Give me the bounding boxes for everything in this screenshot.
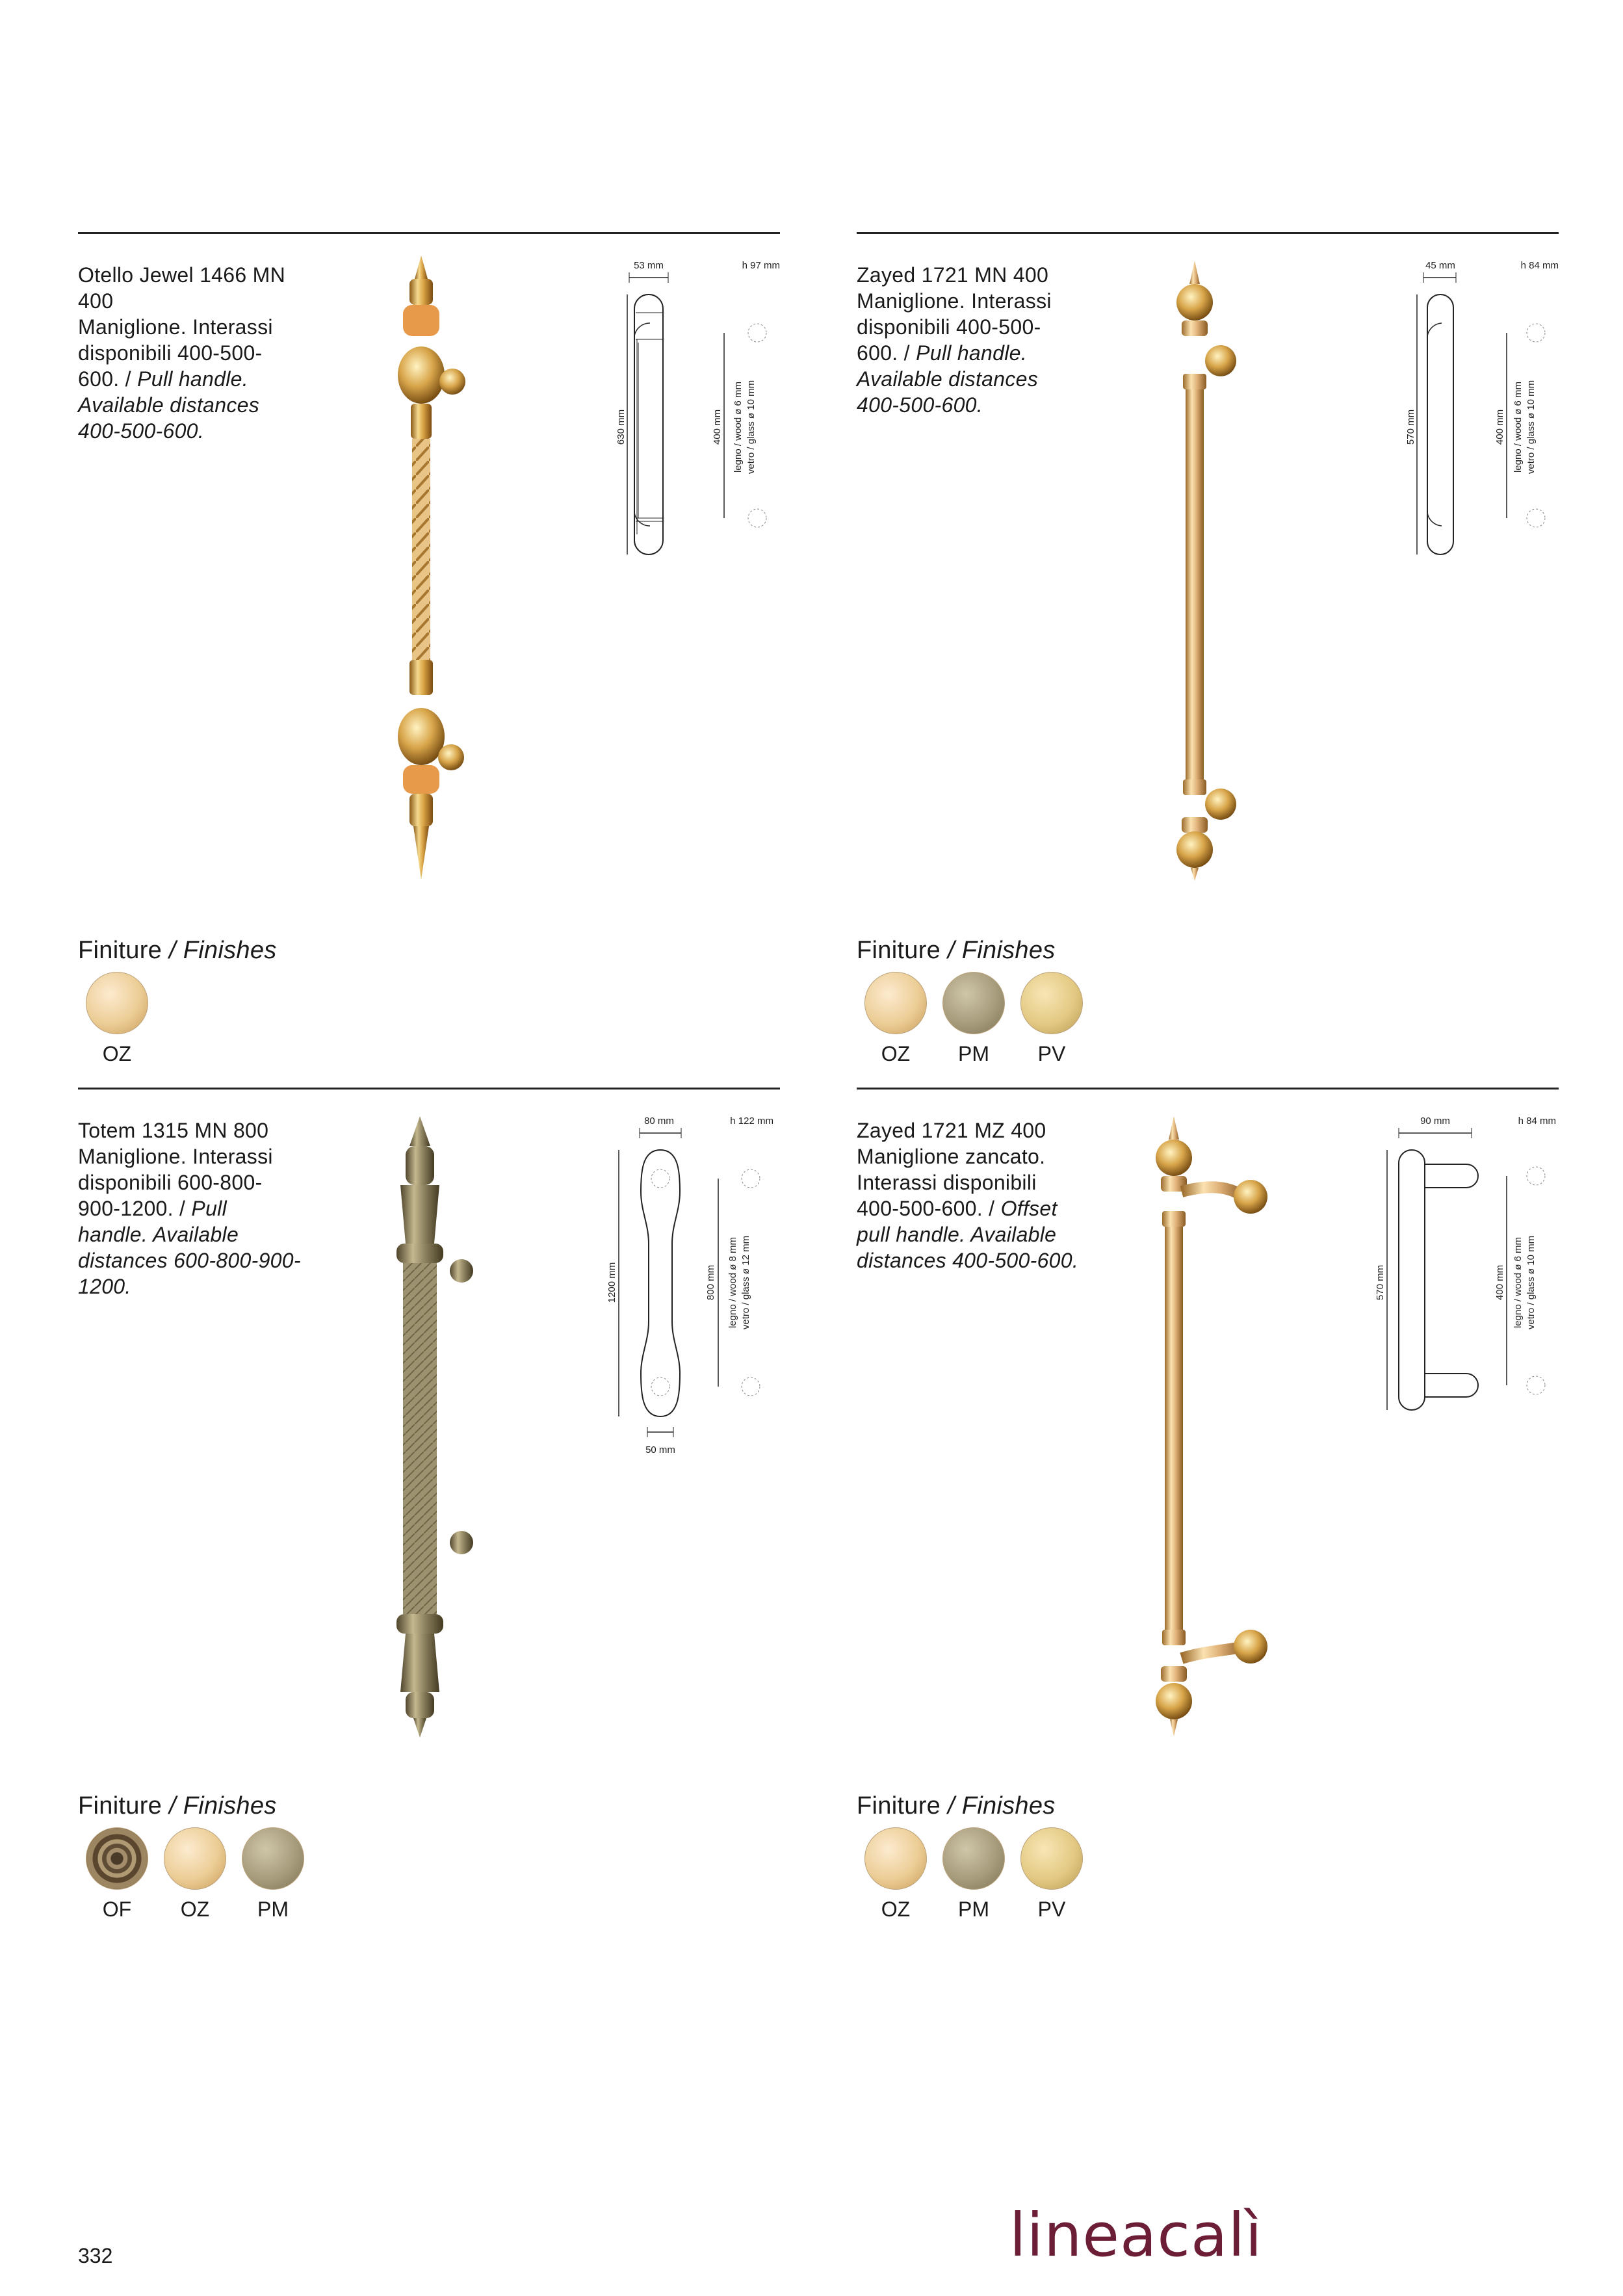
finish-color-circle	[86, 1827, 148, 1890]
dim-height: h 84 mm	[1520, 260, 1559, 271]
finish-color-circle	[164, 1827, 226, 1890]
dim-width: 45 mm	[1425, 260, 1455, 271]
technical-drawing	[78, 1088, 780, 1673]
product-name: Otello Jewel 1466 MN 400	[78, 263, 286, 313]
dim-height: h 122 mm	[730, 1115, 773, 1127]
product-desc-it: Maniglione. Interassi disponibili 400-500-600. /	[857, 289, 1052, 365]
finish-code: OZ	[881, 1042, 911, 1065]
product-name: Zayed 1721 MZ 400	[857, 1119, 1046, 1142]
finish-swatch-pm[interactable]	[935, 972, 1013, 1066]
dim-fixing-glass: vetro / glass ø 10 mm	[746, 380, 757, 475]
product-section-zayed-mn	[857, 232, 1559, 1077]
finish-code: OF	[102, 1898, 132, 1921]
finish-color-circle	[942, 972, 1005, 1034]
product-desc-it: Maniglione. Interassi disponibili 400-500-600. /	[78, 315, 273, 391]
product-desc-en: Pull handle. Available distances 600-800-900-1200.	[78, 1197, 301, 1298]
finish-color-circle	[864, 972, 927, 1034]
product-name: Zayed 1721 MN 400	[857, 263, 1049, 287]
product-desc-en: Offset pull handle. Available distances 400-500-600.	[857, 1197, 1079, 1272]
dim-height: h 97 mm	[742, 260, 780, 271]
finish-code: OZ	[180, 1898, 210, 1921]
dim-length: 1200 mm	[606, 1262, 617, 1303]
dim-length: 570 mm	[1375, 1264, 1386, 1301]
finish-swatch-oz[interactable]	[857, 972, 935, 1066]
dim-fixing-glass: vetro / glass ø 12 mm	[740, 1235, 751, 1330]
finishes-title: Finiture / Finishes	[78, 937, 277, 964]
dim-fixing-glass: vetro / glass ø 10 mm	[1526, 1235, 1537, 1330]
finish-code: OZ	[881, 1898, 911, 1921]
finish-code: PM	[958, 1898, 989, 1921]
finish-color-circle	[864, 1827, 927, 1890]
finish-color-circle	[1020, 1827, 1083, 1890]
finishes-title: Finiture / Finishes	[78, 1792, 277, 1820]
finishes-title: Finiture / Finishes	[857, 937, 1056, 964]
finish-code: PM	[257, 1898, 289, 1921]
dim-length: 570 mm	[1405, 409, 1416, 445]
finish-code: PV	[1037, 1042, 1066, 1065]
product-desc-en: Pull handle. Available distances 400-500-600.	[857, 341, 1039, 417]
product-name: Totem 1315 MN 800	[78, 1119, 269, 1142]
finish-swatches	[78, 1827, 312, 1922]
finish-swatch-pm[interactable]	[234, 1827, 312, 1922]
dim-distance: 400 mm	[1494, 409, 1505, 445]
technical-drawing	[78, 232, 780, 817]
finish-color-circle	[86, 972, 148, 1034]
dim-fixing-wood: legno / wood ø 6 mm	[1513, 1236, 1524, 1329]
page-number: 332	[78, 2244, 113, 2267]
dim-distance: 400 mm	[1494, 1264, 1505, 1301]
brand-logo: lineacalì	[1009, 2200, 1263, 2270]
product-desc-it: Maniglione. Interassi disponibili 600-800-900-1200. /	[78, 1145, 273, 1220]
finish-swatch-oz[interactable]	[156, 1827, 234, 1922]
dim-distance: 400 mm	[712, 409, 723, 445]
finish-code: PV	[1037, 1898, 1066, 1921]
dim-fixing-wood: legno / wood ø 6 mm	[1513, 381, 1524, 473]
finish-swatch-pm[interactable]	[935, 1827, 1013, 1922]
finish-swatches	[78, 972, 156, 1066]
dim-distance: 800 mm	[705, 1264, 716, 1301]
finish-swatch-oz[interactable]	[857, 1827, 935, 1922]
finish-color-circle	[242, 1827, 304, 1890]
dim-width: 80 mm	[644, 1115, 674, 1127]
technical-drawing	[857, 1088, 1559, 1673]
finish-color-circle	[942, 1827, 1005, 1890]
finish-swatch-pv[interactable]	[1013, 1827, 1091, 1922]
finish-swatch-pv[interactable]	[1013, 972, 1091, 1066]
dim-width: 90 mm	[1420, 1115, 1450, 1127]
dim-length: 630 mm	[616, 409, 627, 445]
finish-swatches	[857, 1827, 1091, 1922]
dim-height: h 84 mm	[1518, 1115, 1556, 1127]
finishes-title: Finiture / Finishes	[857, 1792, 1056, 1820]
finish-code: PM	[958, 1042, 989, 1065]
dim-fixing-wood: legno / wood ø 6 mm	[733, 381, 744, 473]
dim-fixing-wood: legno / wood ø 8 mm	[727, 1236, 738, 1329]
product-desc-it: Maniglione zancato. Interassi disponibili 400-500-600. /	[857, 1145, 1046, 1220]
dim-width: 53 mm	[634, 260, 664, 271]
finish-color-circle	[1020, 972, 1083, 1034]
product-desc-en: Pull handle. Available distances 400-500-600.	[78, 367, 260, 443]
technical-drawing	[857, 232, 1559, 817]
product-section-zayed-mz	[857, 1088, 1559, 1933]
finish-code: OZ	[102, 1042, 132, 1065]
dim-fixing-glass: vetro / glass ø 10 mm	[1526, 380, 1537, 475]
finish-swatch-of[interactable]	[78, 1827, 156, 1922]
dim-base-width: 50 mm	[645, 1444, 675, 1455]
product-section-totem	[78, 1088, 780, 1933]
product-section-otello	[78, 232, 780, 1077]
finish-swatch-oz[interactable]	[78, 972, 156, 1066]
finish-swatches	[857, 972, 1091, 1066]
